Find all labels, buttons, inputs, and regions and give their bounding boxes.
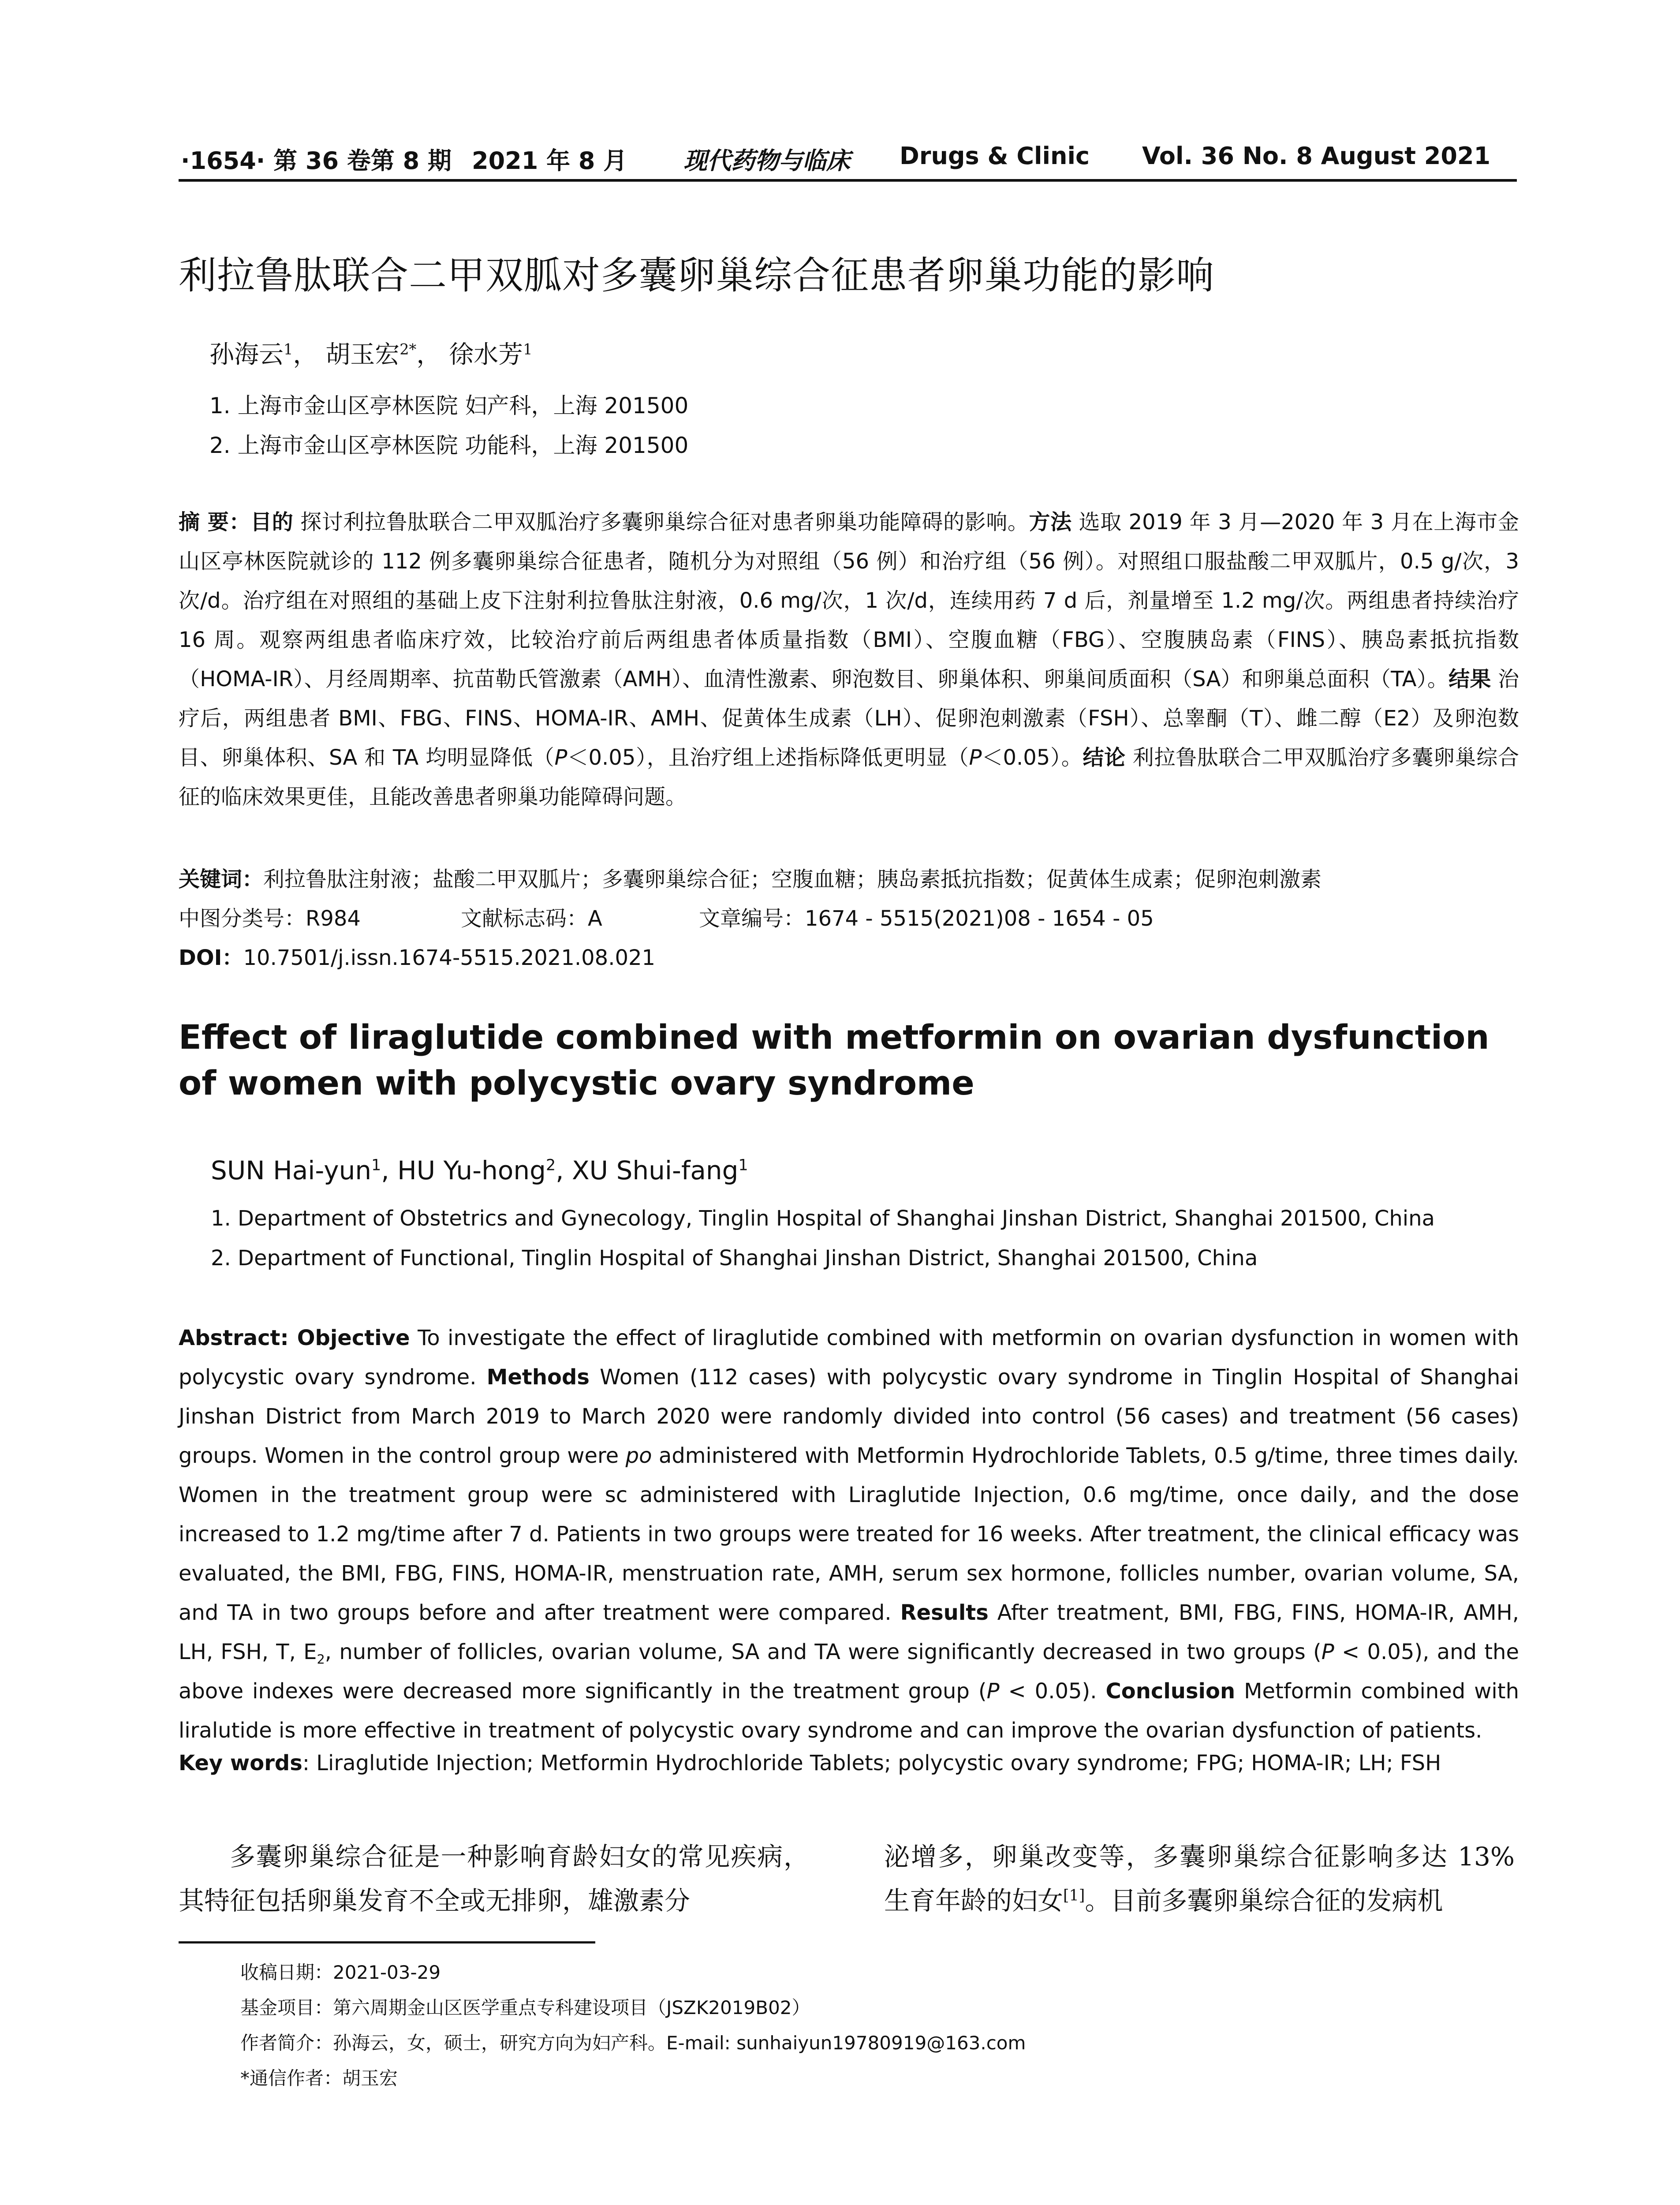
authors-zh: 孙海云$^1$， 胡玉宏$^{2*}$， 徐水芳$^1$ bbox=[209, 340, 533, 369]
results-en-text-1: After treatment, BMI, FBG, FINS, HOMA-IR, AMH, LH, FSH, T, E bbox=[179, 1600, 1519, 1664]
abstract-zh bbox=[179, 503, 1519, 817]
keywords-en-label: Key words bbox=[179, 1751, 302, 1775]
header-volume: Vol. 36 No. 8 August 2021 bbox=[1142, 142, 1491, 170]
methods-en-text-2: administered with Metformin Hydrochloride Tablets, 0.5 g/time, three times daily. Women in the treatment group were sc administered with Liraglutide Injection, 0.6 mg/time, once daily, and the dose increased to 1.2 mg/time after 7 d. Patients in two groups were treated for 16 weeks. After treatment, the clinical efficacy was evaluated, the BMI, FBG, FINS, HOMA-IR, menstruation rate, AMH, serum sex hormone, follicles number, ovarian volume, SA, and TA in two groups before and after treatment were compared. bbox=[179, 1443, 1519, 1625]
results-zh-text-3: ＜0.05）。 bbox=[982, 745, 1083, 770]
article-title-en: Effect of liraglutide combined with metformin on ovarian dysfunction of women with polycystic ovary syndrome bbox=[179, 1017, 1490, 1102]
header-journal-en: Drugs & Clinic bbox=[900, 142, 1090, 170]
clc-number: 中图分类号：R984 bbox=[179, 906, 361, 931]
footnote-funding: 基金项目：第六周期金山区医学重点专科建设项目（JSZK2019B02） bbox=[240, 1997, 810, 2018]
methods-zh-label: 方法 bbox=[1029, 510, 1072, 534]
header-journal-zh: 现代药物与临床 bbox=[683, 146, 850, 175]
results-en-text-2: , number of follicles, ovarian volume, SA and TA were significantly decreased in two groups ( bbox=[325, 1640, 1322, 1664]
affiliation-en-2: 2. Department of Functional, Tinglin Hospital of Shanghai Jinshan District, Shanghai 201500, China bbox=[211, 1246, 1258, 1271]
body-right-text-1: 泌增多，卵巢改变等，多囊卵巢综合征影响多达 13% 生育年龄的妇女 bbox=[884, 1842, 1515, 1916]
author-2-en: , HU Yu-hong bbox=[381, 1155, 546, 1185]
header-date: 2021 年 8 月 bbox=[472, 147, 627, 175]
keywords-zh-label: 关键词： bbox=[179, 867, 264, 892]
author-3-zh: 徐水芳 bbox=[449, 340, 523, 369]
methods-en-label: Methods bbox=[486, 1365, 590, 1390]
author-2-zh: 胡玉宏 bbox=[325, 340, 400, 369]
p-value-symbol: P bbox=[986, 1679, 1000, 1704]
doi-value[interactable]: 10.7501/j.issn.1674-5515.2021.08.021 bbox=[243, 946, 656, 970]
keywords-en-text: Liraglutide Injection; Metformin Hydrochloride Tablets; polycystic ovary syndrome; FPG; HOMA-IR; LH; FSH bbox=[316, 1751, 1441, 1775]
keywords-zh-text: 利拉鲁肽注射液；盐酸二甲双胍片；多囊卵巢综合征；空腹血糖；胰岛素抵抗指数；促黄体生成素；促卵泡刺激素 bbox=[263, 867, 1322, 892]
objective-zh-label: 目的 bbox=[250, 510, 294, 534]
results-zh-label: 结果 bbox=[1449, 667, 1491, 691]
conclusion-zh-label: 结论 bbox=[1083, 745, 1126, 770]
author-3-en: , XU Shui-fang bbox=[556, 1155, 739, 1185]
keywords-en-colon: : bbox=[302, 1751, 317, 1775]
conclusion-en-label: Conclusion bbox=[1105, 1679, 1236, 1704]
objective-zh-text: 探讨利拉鲁肽联合二甲双胍治疗多囊卵巢综合征对患者卵巢功能障碍的影响。 bbox=[293, 510, 1029, 534]
header-rule bbox=[179, 179, 1517, 182]
header-page-issue: ·1654· 第 36 卷第 8 期 bbox=[181, 147, 452, 175]
author-3-en-affil: 1 bbox=[738, 1156, 748, 1174]
author-2-zh-affil: 2* bbox=[399, 340, 417, 358]
results-en-label: Results bbox=[900, 1600, 989, 1625]
running-header bbox=[181, 142, 1504, 177]
abstract-en-label: Abstract: bbox=[179, 1326, 297, 1350]
body-column-right bbox=[884, 1835, 1515, 1923]
abstract-en bbox=[179, 1319, 1519, 1750]
conclusion-en-text: Metformin combined with liralutide is more effective in treatment of polycystic ovary syndrome and can improve the ovarian dysfunction of patients. bbox=[179, 1679, 1519, 1743]
p-value-symbol: P bbox=[554, 745, 567, 770]
document-code: 文献标志码：A bbox=[461, 906, 602, 931]
affiliation-zh-1: 1. 上海市金山区亭林医院 妇产科，上海 201500 bbox=[209, 393, 689, 419]
affiliation-en-1: 1. Department of Obstetrics and Gynecology, Tinglin Hospital of Shanghai Jinshan District, Shanghai 201500, China bbox=[211, 1206, 1435, 1231]
body-right-text-2: 。目前多囊卵巢综合征的发病机 bbox=[1085, 1886, 1443, 1916]
methods-zh-text: 选取 2019 年 3 月—2020 年 3 月在上海市金山区亭林医院就诊的 112 例多囊卵巢综合征患者，随机分为对照组（56 例）和治疗组（56 例）。对照组口服盐酸二甲双胍片，0.5 g/次，3 次/d。治疗组在对照组的基础上皮下注射利拉鲁肽注射液，0.6 mg/次，1 次/d，连续用药 7 d 后，剂量增至 1.2 mg/次。两组患者持续治疗 16 周。观察两组患者临床疗效，比较治疗前后两组患者体质量指数（BMI）、空腹血糖（FBG）、空腹胰岛素（FINS）、胰岛素抵抗指数（HOMA-IR）、月经周期率、抗苗勒氏管激素（AMH）、血清性激素、卵泡数目、卵巢体积、卵巢间质面积（SA）和卵巢总面积（TA）。 bbox=[179, 510, 1519, 691]
results-en-text-4: < 0.05). bbox=[999, 1679, 1106, 1704]
conclusion-zh-text: 利拉鲁肽联合二甲双胍治疗多囊卵巢综合征的临床效果更佳，且能改善患者卵巢功能障碍问题。 bbox=[179, 745, 1519, 809]
author-2-en-affil: 2 bbox=[545, 1156, 556, 1174]
abstract-zh-label: 摘 要： bbox=[179, 510, 251, 534]
authors-en bbox=[211, 1155, 748, 1185]
footnote-author-bio: 作者简介：孙海云，女，硕士，研究方向为妇产科。E-mail: sunhaiyun19780919@163.com bbox=[240, 2032, 1026, 2054]
reference-marker[interactable]: [1] bbox=[1063, 1887, 1085, 1905]
author-1-en-affil: 1 bbox=[371, 1156, 381, 1174]
objective-en-text: To investigate the effect of liraglutide combined with metformin on ovarian dysfunction in women with polycystic ovary syndrome. bbox=[179, 1326, 1519, 1390]
footnote-received: 收稿日期：2021-03-29 bbox=[240, 1962, 441, 1983]
p-value-symbol: P bbox=[1321, 1640, 1334, 1664]
article-number: 文章编号：1674 - 5515(2021)08 - 1654 - 05 bbox=[699, 906, 1154, 931]
author-1-zh-affil: 1 bbox=[284, 340, 293, 358]
author-1-en: SUN Hai-yun bbox=[211, 1155, 372, 1185]
affiliation-zh-2: 2. 上海市金山区亭林医院 功能科，上海 201500 bbox=[209, 433, 689, 458]
results-en-text-3: < 0.05), and the above indexes were decreased more significantly in the treatment group ( bbox=[179, 1640, 1519, 1704]
methods-en-text-1: Women (112 cases) with polycystic ovary syndrome in Tinglin Hospital of Shanghai Jinshan District from March 2019 to March 2020 were randomly divided into control (56 cases) and treatment (56 cases) groups. Women in the control group were bbox=[179, 1365, 1519, 1468]
doi-line bbox=[179, 941, 655, 971]
results-zh-text-2: ＜0.05），且治疗组上述指标降低更明显（ bbox=[567, 745, 969, 770]
p-value-symbol: P bbox=[969, 745, 982, 770]
results-zh-text-1: 治疗后，两组患者 BMI、FBG、FINS、HOMA-IR、AMH、促黄体生成素（LH）、促卵泡刺激素（FSH）、总睾酮（T）、雌二醇（E2）及卵泡数目、卵巢体积、SA 和 TA 均明显降低（ bbox=[179, 667, 1519, 770]
doi-label: DOI： bbox=[179, 946, 243, 970]
keywords-en bbox=[179, 1751, 1441, 1775]
keywords-zh bbox=[179, 862, 1322, 893]
objective-en-label: Objective bbox=[297, 1326, 410, 1350]
po-abbreviation: po bbox=[625, 1443, 652, 1468]
footnote-rule bbox=[179, 1941, 595, 1943]
body-column-left: 多囊卵巢综合征是一种影响育龄妇女的常见疾病，其特征包括卵巢发育不全或无排卵，雄激素分 bbox=[179, 1842, 809, 1916]
article-title-zh: 利拉鲁肽联合二甲双胍对多囊卵巢综合征患者卵巢功能的影响 bbox=[179, 254, 1214, 298]
author-3-zh-affil: 1 bbox=[523, 340, 533, 358]
e2-subscript: 2 bbox=[317, 1652, 325, 1667]
author-1-zh: 孙海云 bbox=[209, 340, 284, 369]
footnote-corresponding: *通信作者：胡玉宏 bbox=[240, 2067, 398, 2089]
